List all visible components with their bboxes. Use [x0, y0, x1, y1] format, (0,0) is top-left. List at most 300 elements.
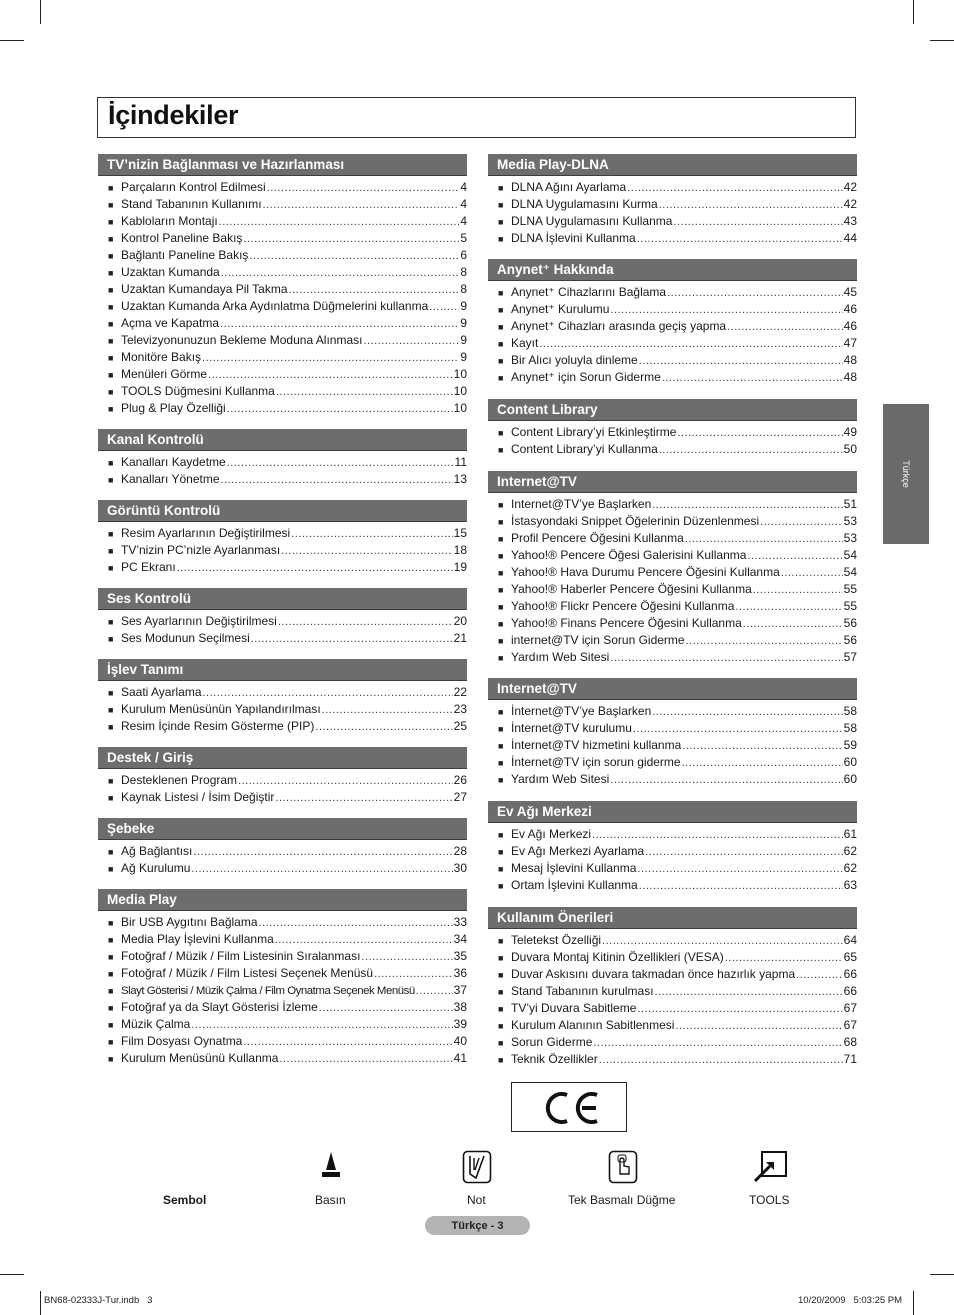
toc-entry[interactable]: [488, 598, 857, 615]
toc-entry[interactable]: [98, 247, 467, 264]
dot-leader: [221, 472, 453, 489]
dot-leader: [220, 316, 459, 333]
toc-entry-label: Anynet⁺ için Sorun Giderme: [511, 370, 661, 384]
toc-entry-label: Anynet⁺ Cihazları arasında geçiş yapma: [511, 319, 727, 333]
toc-entry[interactable]: [488, 547, 857, 564]
section-items: [98, 911, 467, 1067]
toc-entry[interactable]: [98, 559, 467, 576]
toc-entry-label: Bir USB Aygıtını Bağlama: [121, 915, 258, 929]
toc-entry[interactable]: [488, 860, 857, 877]
toc-entry[interactable]: [98, 264, 467, 281]
bullet-icon: ■: [498, 758, 504, 768]
toc-entry-label: Teletekst Özelliği: [511, 933, 602, 947]
toc-entry[interactable]: [488, 441, 857, 458]
toc-entry-label: Ev Ağı Merkezi: [511, 827, 592, 841]
bullet-icon: ■: [108, 387, 114, 397]
dot-leader: [278, 614, 453, 631]
toc-entry-page: 54: [843, 565, 857, 579]
crop-mark: [0, 1274, 24, 1275]
toc-entry-page: 21: [453, 631, 467, 645]
toc-entry-page: 27: [453, 790, 467, 804]
toc-entry[interactable]: [98, 400, 467, 417]
toc-entry[interactable]: [488, 196, 857, 213]
dot-leader: [639, 878, 843, 895]
toc-entry-page: 35: [453, 949, 467, 963]
toc-entry-page: 10: [453, 401, 467, 415]
dot-leader: [177, 560, 453, 577]
bullet-icon: ■: [108, 234, 114, 244]
dot-leader: [677, 425, 842, 442]
toc-entry-page: 10: [453, 384, 467, 398]
toc-entry[interactable]: [488, 230, 857, 247]
dot-leader: [203, 685, 453, 702]
toc-entry[interactable]: [488, 1051, 857, 1068]
bullet-icon: ■: [498, 356, 504, 366]
dot-leader: [281, 543, 452, 560]
section-header: Görüntü Kontrolü: [98, 500, 467, 522]
toc-entry[interactable]: [488, 771, 857, 788]
bullet-icon: ■: [498, 1004, 504, 1014]
toc-entry-label: Teknik Özellikler: [511, 1052, 598, 1066]
section-header: Şebeke: [98, 818, 467, 840]
toc-entry[interactable]: [98, 454, 467, 471]
bullet-icon: ■: [498, 500, 504, 510]
toc-entry[interactable]: [98, 383, 467, 400]
toc-entry-page: 56: [843, 633, 857, 647]
toc-entry-label: Uzaktan Kumanda Arka Aydınlatma Düğmelerini kullanma: [121, 299, 429, 313]
toc-entry-page: 11: [454, 455, 467, 469]
toc-entry-page: 40: [453, 1034, 467, 1048]
toc-entry[interactable]: [98, 542, 467, 559]
section-header: Media Play: [98, 889, 467, 911]
toc-entry-label: Resim Ayarlarının Değiştirilmesi: [121, 526, 291, 540]
dot-leader: [667, 285, 843, 302]
toc-section: [98, 747, 467, 806]
bullet-icon: ■: [498, 619, 504, 629]
toc-entry-page: 46: [843, 319, 857, 333]
toc-entry-page: 49: [843, 425, 857, 439]
ce-mark-icon: [512, 1083, 628, 1133]
bullet-icon: ■: [108, 935, 114, 945]
toc-entry[interactable]: [488, 615, 857, 632]
toc-entry-page: 30: [453, 861, 467, 875]
symbol-heading: Sembol: [163, 1193, 207, 1207]
toc-entry-label: Televizyonunuzun Bekleme Moduna Alınması: [121, 333, 363, 347]
section-header: Content Library: [488, 399, 857, 421]
toc-entry[interactable]: [488, 1017, 857, 1034]
toc-entry[interactable]: [98, 1033, 467, 1050]
dot-leader: [279, 1051, 452, 1068]
toc-entry[interactable]: [98, 349, 467, 366]
toc-entry-label: Ev Ağı Merkezi Ayarlama: [511, 844, 645, 858]
toc-entry[interactable]: [488, 581, 857, 598]
toc-entry[interactable]: [98, 1050, 467, 1067]
toc-entry[interactable]: [98, 613, 467, 630]
toc-entry[interactable]: [98, 230, 467, 247]
toc-entry-label: Ortam İşlevini Kullanma: [511, 878, 638, 892]
press-icon: [320, 1149, 342, 1181]
toc-entry-label: Plug & Play Özelliği: [121, 401, 226, 415]
bullet-icon: ■: [108, 986, 114, 996]
dot-leader: [416, 983, 453, 1000]
bullet-icon: ■: [108, 793, 114, 803]
toc-entry-label: İnternet@TV kurulumu: [511, 721, 632, 735]
toc-entry[interactable]: [488, 179, 857, 196]
toc-entry-label: Uzaktan Kumanda: [121, 265, 220, 279]
section-items: [488, 281, 857, 386]
toc-entry-label: Mesaj İşlevini Kullanma: [511, 861, 637, 875]
section-items: [488, 700, 857, 788]
toc-entry-label: Kurulum Alanının Sabitlenmesi: [511, 1018, 675, 1032]
bullet-icon: ■: [108, 705, 114, 715]
toc-entry-label: Yahoo!® Flickr Pencere Öğesini Kullanma: [511, 599, 735, 613]
toc-entry[interactable]: [488, 284, 857, 301]
toc-entry[interactable]: [488, 530, 857, 547]
toc-entry-page: 25: [453, 719, 467, 733]
section-items: [488, 929, 857, 1068]
toc-entry-page: 22: [453, 685, 467, 699]
toc-entry[interactable]: [488, 720, 857, 737]
toc-entry[interactable]: [98, 179, 467, 196]
toc-entry-page: 67: [843, 1001, 857, 1015]
tools-label: TOOLS: [749, 1193, 790, 1207]
dot-leader: [221, 265, 460, 282]
toc-entry[interactable]: [488, 496, 857, 513]
dot-leader: [227, 401, 453, 418]
toc-entry-label: PC Ekranı: [121, 560, 176, 574]
toc-section: [98, 588, 467, 647]
toc-entry[interactable]: [488, 335, 857, 352]
dot-leader: [602, 933, 843, 950]
dot-leader: [374, 966, 453, 983]
toc-section: [98, 659, 467, 735]
toc-entry-label: Kanalları Yönetme: [121, 472, 220, 486]
toc-entry[interactable]: [488, 318, 857, 335]
bullet-icon: ■: [108, 847, 114, 857]
dot-leader: [610, 772, 842, 789]
toc-section: [98, 500, 467, 576]
toc-entry[interactable]: [488, 826, 857, 843]
imprint-datetime: 10/20/2009 5:03:25 PM: [798, 1295, 903, 1306]
dot-leader: [208, 367, 453, 384]
toc-entry-page: 34: [453, 932, 467, 946]
section-header: Internet@TV: [488, 471, 857, 493]
tools-icon: [752, 1150, 788, 1184]
toc-entry[interactable]: [98, 860, 467, 877]
toc-entry-label: Menüleri Görme: [121, 367, 208, 381]
bullet-icon: ■: [498, 602, 504, 612]
bullet-icon: ■: [498, 830, 504, 840]
toc-section: [488, 399, 857, 458]
bullet-icon: ■: [108, 722, 114, 732]
dot-leader: [673, 214, 842, 231]
dot-leader: [637, 1001, 842, 1018]
toc-entry-page: 55: [843, 582, 857, 596]
toc-entry[interactable]: [98, 789, 467, 806]
toc-entry[interactable]: [98, 1016, 467, 1033]
dot-leader: [202, 350, 459, 367]
toc-entry-label: Bağlantı Paneline Bakış: [121, 248, 249, 262]
dot-leader: [727, 319, 843, 336]
bullet-icon: ■: [108, 336, 114, 346]
crop-mark: [0, 40, 24, 41]
toc-entry-page: 13: [453, 472, 467, 486]
dot-leader: [652, 497, 842, 514]
toc-entry[interactable]: [98, 931, 467, 948]
toc-entry-page: 60: [843, 755, 857, 769]
toc-entry-page: 39: [453, 1017, 467, 1031]
dot-leader: [227, 455, 454, 472]
toc-entry-page: 57: [843, 650, 857, 664]
toc-entry-page: 4: [460, 180, 467, 194]
toc-entry-label: Yahoo!® Haberler Pencere Öğesini Kullanma: [511, 582, 752, 596]
section-header: Anynet⁺ Hakkında: [488, 259, 857, 281]
toc-entry-page: 26: [453, 773, 467, 787]
dot-leader: [743, 616, 843, 633]
ce-mark-logo: [511, 1082, 627, 1132]
toc-entry-label: Duvar Askısını duvara takmadan önce hazırlık yapma: [511, 967, 796, 981]
toc-entry-page: 68: [843, 1035, 857, 1049]
dot-leader: [319, 1000, 453, 1017]
dot-leader: [276, 384, 453, 401]
toc-entry-label: Fotoğraf ya da Slayt Gösterisi İzleme: [121, 1000, 318, 1014]
toc-entry[interactable]: [98, 332, 467, 349]
toc-entry-label: Bir Alıcı yoluyla dinleme: [511, 353, 638, 367]
dot-leader: [659, 442, 843, 459]
dot-leader: [753, 582, 843, 599]
toc-entry-page: 44: [843, 231, 857, 245]
section-header: Destek / Giriş: [98, 747, 467, 769]
toc-entry-label: Kayıt: [511, 336, 539, 350]
toc-entry-label: Parçaların Kontrol Edilmesi: [121, 180, 266, 194]
bullet-icon: ■: [498, 568, 504, 578]
toc-entry-label: Content Library’yi Etkinleştirme: [511, 425, 677, 439]
toc-entry[interactable]: [98, 999, 467, 1016]
dot-leader: [735, 599, 842, 616]
bullet-icon: ■: [498, 864, 504, 874]
bullet-icon: ■: [498, 217, 504, 227]
dot-leader: [610, 302, 842, 319]
toc-entry[interactable]: [488, 369, 857, 386]
toc-entry-label: Yardım Web Sitesi: [511, 772, 610, 786]
dot-leader: [361, 949, 452, 966]
toc-entry[interactable]: [98, 965, 467, 982]
dot-leader: [655, 984, 843, 1001]
toc-entry[interactable]: [98, 471, 467, 488]
toc-entry[interactable]: [98, 948, 467, 965]
toc-entry-page: 67: [843, 1018, 857, 1032]
toc-entry[interactable]: [98, 718, 467, 735]
toc-entry-page: 5: [460, 231, 467, 245]
toc-entry-page: 15: [453, 526, 467, 540]
section-items: [98, 769, 467, 806]
bullet-icon: ■: [498, 234, 504, 244]
toc-entry-page: 6: [460, 248, 467, 262]
bullet-icon: ■: [498, 1038, 504, 1048]
side-tab-label: Türkçe: [901, 460, 911, 488]
toc-entry-page: 71: [843, 1052, 857, 1066]
toc-entry[interactable]: [98, 525, 467, 542]
bullet-icon: ■: [108, 353, 114, 363]
toc-entry[interactable]: [98, 298, 467, 315]
toc-entry-label: TV’nizin PC’nizle Ayarlanması: [121, 543, 281, 557]
bullet-icon: ■: [498, 970, 504, 980]
dot-leader: [682, 755, 843, 772]
toc-entry[interactable]: [488, 966, 857, 983]
toc-entry[interactable]: [98, 315, 467, 332]
toc-section: [488, 801, 857, 894]
dot-leader: [662, 370, 843, 387]
toc-entry[interactable]: [98, 630, 467, 647]
toc-entry-label: Kurulum Menüsünü Kullanma: [121, 1051, 279, 1065]
toc-entry[interactable]: [98, 843, 467, 860]
bullet-icon: ■: [108, 563, 114, 573]
toc-entry[interactable]: [488, 737, 857, 754]
toc-section: [488, 154, 857, 247]
dot-leader: [610, 650, 842, 667]
toc-entry[interactable]: [488, 513, 857, 530]
bullet-icon: ■: [498, 775, 504, 785]
dot-leader: [645, 844, 842, 861]
section-items: [98, 176, 467, 417]
bullet-icon: ■: [498, 585, 504, 595]
toc-entry-page: 43: [843, 214, 857, 228]
bullet-icon: ■: [108, 268, 114, 278]
toc-entry[interactable]: [488, 983, 857, 1000]
dot-leader: [275, 790, 452, 807]
dot-leader: [725, 950, 843, 967]
bullet-icon: ■: [498, 322, 504, 332]
toc-entry[interactable]: [488, 424, 857, 441]
toc-entry[interactable]: [488, 1034, 857, 1051]
toc-entry-page: 54: [843, 548, 857, 562]
toc-entry-label: Kontrol Paneline Bakış: [121, 231, 243, 245]
bullet-icon: ■: [498, 517, 504, 527]
toc-entry-page: 42: [843, 180, 857, 194]
bullet-icon: ■: [498, 305, 504, 315]
toc-entry[interactable]: [98, 213, 467, 230]
bullet-icon: ■: [108, 529, 114, 539]
bullet-icon: ■: [498, 741, 504, 751]
section-items: [98, 610, 467, 647]
bullet-icon: ■: [498, 953, 504, 963]
toc-entry-page: 53: [843, 531, 857, 545]
bullet-icon: ■: [108, 183, 114, 193]
toc-entry-label: Anynet⁺ Cihazlarını Bağlama: [511, 285, 667, 299]
toc-entry[interactable]: [488, 877, 857, 894]
toc-entry[interactable]: [488, 632, 857, 649]
toc-entry[interactable]: [488, 949, 857, 966]
toc-entry-page: 56: [843, 616, 857, 630]
toc-entry[interactable]: [488, 301, 857, 318]
bullet-icon: ■: [498, 551, 504, 561]
dot-leader: [637, 231, 843, 248]
toc-entry[interactable]: [98, 281, 467, 298]
toc-entry-label: Kanalları Kaydetme: [121, 455, 226, 469]
bullet-icon: ■: [498, 936, 504, 946]
bullet-icon: ■: [498, 373, 504, 383]
toc-entry[interactable]: [98, 196, 467, 213]
dot-leader: [633, 721, 843, 738]
dot-leader: [539, 336, 842, 353]
dot-leader: [263, 197, 460, 214]
toc-entry[interactable]: [488, 213, 857, 230]
toc-entry-page: 4: [460, 214, 467, 228]
toc-entry-page: 63: [843, 878, 857, 892]
toc-entry[interactable]: [98, 701, 467, 718]
dot-leader: [291, 526, 452, 543]
toc-entry-label: DLNA Uygulamasını Kullanma: [511, 214, 673, 228]
bullet-icon: ■: [108, 1020, 114, 1030]
toc-entry[interactable]: [488, 1000, 857, 1017]
note-icon: [462, 1150, 492, 1184]
dot-leader: [243, 231, 459, 248]
toc-entry[interactable]: [488, 649, 857, 666]
bullet-icon: ■: [498, 881, 504, 891]
page-number-badge: Türkçe - 3: [425, 1216, 530, 1235]
toc-entry-label: İstasyondaki Snippet Öğelerinin Düzenlenmesi: [511, 514, 760, 528]
bullet-icon: ■: [498, 428, 504, 438]
toc-entry[interactable]: [488, 352, 857, 369]
toc-entry[interactable]: [488, 932, 857, 949]
section-items: [98, 522, 467, 576]
bullet-icon: ■: [498, 987, 504, 997]
section-header: Ses Kontrolü: [98, 588, 467, 610]
bullet-icon: ■: [108, 302, 114, 312]
toc-entry-page: 18: [453, 543, 467, 557]
toc-entry[interactable]: [98, 914, 467, 931]
toc-section: [98, 818, 467, 877]
section-header: Internet@TV: [488, 678, 857, 700]
toc-entry-label: DLNA İşlevini Kullanma: [511, 231, 636, 245]
toc-entry-label: Stand Tabanının Kullanımı: [121, 197, 262, 211]
toc-entry[interactable]: [488, 843, 857, 860]
toc-entry[interactable]: [98, 772, 467, 789]
dot-leader: [637, 861, 842, 878]
toc-entry-label: Resim İçinde Resim Gösterme (PIP): [121, 719, 315, 733]
dot-leader: [275, 932, 453, 949]
toc-entry-label: Ses Modunun Seçilmesi: [121, 631, 250, 645]
toc-entry-page: 62: [843, 844, 857, 858]
toc-entry[interactable]: [98, 684, 467, 701]
bullet-icon: ■: [498, 1055, 504, 1065]
toc-entry[interactable]: [98, 366, 467, 383]
dot-leader: [796, 967, 843, 984]
toc-entry[interactable]: [98, 982, 467, 999]
toc-entry[interactable]: [488, 703, 857, 720]
dot-leader: [193, 844, 452, 861]
toc-entry-label: Fotoğraf / Müzik / Film Listesinin Sıralanması: [121, 949, 361, 963]
toc-entry-label: İnternet@TV’ye Başlarken: [511, 704, 652, 718]
toc-entry-label: Kurulum Menüsünün Yapılandırılması: [121, 702, 321, 716]
toc-section: [488, 471, 857, 666]
dot-leader: [191, 1017, 452, 1034]
toc-entry[interactable]: [488, 754, 857, 771]
toc-entry-page: 9: [460, 299, 467, 313]
bullet-icon: ■: [108, 475, 114, 485]
toc-entry-page: 48: [843, 370, 857, 384]
dot-leader: [219, 214, 460, 231]
section-items: [98, 451, 467, 488]
bullet-icon: ■: [108, 1037, 114, 1047]
toc-section: [98, 889, 467, 1067]
toc-entry-page: 38: [453, 1000, 467, 1014]
bullet-icon: ■: [108, 776, 114, 786]
toc-entry[interactable]: [488, 564, 857, 581]
dot-leader: [675, 1018, 842, 1035]
bullet-icon: ■: [108, 217, 114, 227]
dot-leader: [191, 861, 452, 878]
